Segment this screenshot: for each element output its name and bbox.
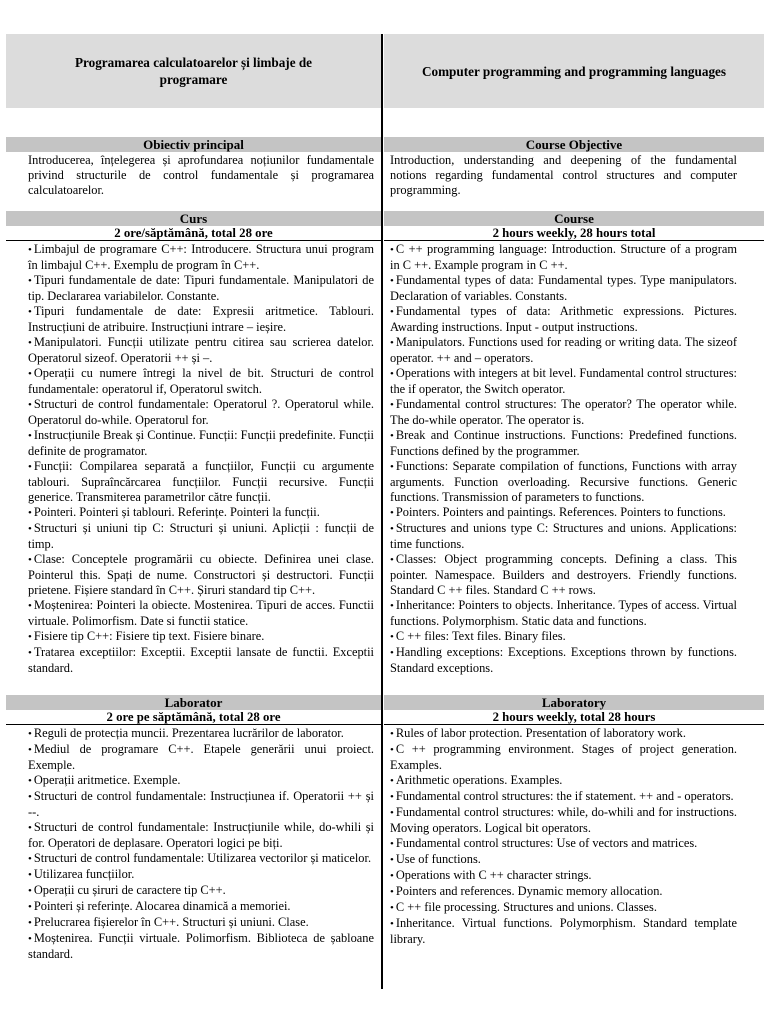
list-item: • Fundamental control structures: while, do-whili and for instructions. Moving operators. Logical bit operators.: [390, 805, 737, 836]
list-item: • Inheritance: Pointers to objects. Inheritance. Types of access. Virtual functions. Polymorphism. Static data and functions.: [390, 598, 737, 629]
title-en-text: Computer programming and programming languages: [421, 63, 727, 79]
list-item: • Operations with C ++ character strings.: [390, 868, 737, 884]
list-item: • Structuri de control fundamentale: Instrucțiunea if. Operatorii ++ și --.: [28, 789, 374, 820]
list-item: • Operații aritmetice. Exemple.: [28, 773, 374, 789]
list-item: • Fundamental control structures: the if statement. ++ and - operators.: [390, 789, 737, 805]
list-item: • Moștenirea: Pointeri la obiecte. Mostenirea. Tipuri de acces. Functii virtuale. Polimorfism. Date si functii statice.: [28, 598, 374, 629]
list-item: • Structuri de control fundamentale: Instrucțiunile while, do-whili și for. Operatori de deplasare. Operatori logici pe biți.: [28, 820, 374, 851]
list-item: • Break and Continue instructions. Functions: Predefined functions. Functions defined by the programmer.: [390, 428, 737, 459]
list-item: • Fisiere tip C++: Fisiere tip text. Fisiere binare.: [28, 629, 374, 645]
list-item: • Tratarea exceptiilor: Exceptii. Exceptii lansate de functii. Exceptii standard.: [28, 645, 374, 676]
objective-heading-ro: Obiectiv principal: [6, 137, 381, 152]
list-item: • Pointeri. Pointeri și tablouri. Referințe. Pointeri la funcții.: [28, 505, 374, 521]
objective-text-ro: Introducerea, înțelegerea și aprofundarea noțiunilor fundamentale privind structurile de control fundamentale și programarea calculatoarelor.: [28, 153, 374, 197]
course-heading-en: Course: [384, 211, 764, 226]
list-item: • Tipuri fundamentale de date: Tipuri fundamentale. Manipulatori de tip. Declararea variabilelor. Constante.: [28, 273, 374, 304]
list-item: • Moștenirea. Funcții virtuale. Polimorfism. Biblioteca de șabloane standard.: [28, 931, 374, 962]
list-item: • Manipulators. Functions used for reading or writing data. The sizeof operator. ++ and – operators.: [390, 335, 737, 366]
lab-list-en: [390, 726, 737, 947]
list-item: • Structuri și uniuni tip C: Structuri și uniuni. Aplicții : funcții de timp.: [28, 521, 374, 552]
list-item: • Rules of labor protection. Presentation of laboratory work.: [390, 726, 737, 742]
objective-heading-en: Course Objective: [384, 137, 764, 152]
list-item: • Manipulatori. Funcții utilizate pentru citirea sau scrierea datelor. Operatorul sizeof. Operatorii ++ și –.: [28, 335, 374, 366]
list-item: • Classes: Object programming concepts. Defining a class. This pointer. Namespace. Builders and destroyers. Friendly functions. Standard C ++ files. Standard C ++ rows.: [390, 552, 737, 598]
list-item: • Structuri de control fundamentale: Utilizarea vectorilor și maticelor.: [28, 851, 374, 867]
list-item: • C ++ programming language: Introduction. Structure of a program in C ++. Example program in C ++.: [390, 242, 737, 273]
list-item: • Fundamental types of data: Arithmetic expressions. Pictures. Awarding instructions. Input - output instructions.: [390, 304, 737, 335]
list-item: • Operations with integers at bit level. Fundamental control structures: the if operator, the Switch operator.: [390, 366, 737, 397]
list-item: • Pointers. Pointers and paintings. References. Pointers to functions.: [390, 505, 737, 521]
course-list-ro: [28, 242, 374, 676]
list-item: • Pointers and references. Dynamic memory allocation.: [390, 884, 737, 900]
list-item: • Pointeri și referințe. Alocarea dinamică a memoriei.: [28, 899, 374, 915]
list-item: • Utilizarea funcțiilor.: [28, 867, 374, 883]
list-item: • Mediul de programare C++. Etapele generării unui proiect. Exemple.: [28, 742, 374, 773]
lab-list-ro: [28, 726, 374, 962]
list-item: • Functions: Separate compilation of functions, Functions with array arguments. Function overloading. Recursive functions. Generic functions. Transmission of parameters to functions.: [390, 459, 737, 505]
list-item: • Reguli de protecția muncii. Prezentarea lucrărilor de laborator.: [28, 726, 374, 742]
lab-heading-ro: Laborator: [6, 695, 381, 710]
list-item: • Fundamental types of data: Fundamental types. Type manipulators. Declaration of variables. Constants.: [390, 273, 737, 304]
column-divider: [381, 34, 383, 989]
list-item: • C ++ programming environment. Stages of project generation. Examples.: [390, 742, 737, 773]
title-ro-text: Programarea calculatoarelor și limbaje de programare: [74, 55, 313, 87]
course-heading-ro: Curs: [6, 211, 381, 226]
lab-hours-ro: 2 ore pe săptămână, total 28 ore: [6, 710, 381, 725]
list-item: • Arithmetic operations. Examples.: [390, 773, 737, 789]
list-item: • Tipuri fundamentale de date: Expresii aritmetice. Tablouri. Instrucțiuni de atribuire. Instrucțiuni intrare – ieșire.: [28, 304, 374, 335]
objective-text-en: Introduction, understanding and deepening of the fundamental notions regarding fundamental control structures and computer programming.: [390, 153, 737, 197]
list-item: • Prelucrarea fișierelor în C++. Structuri și uniuni. Clase.: [28, 915, 374, 931]
list-item: • Operații cu șiruri de caractere tip C++.: [28, 883, 374, 899]
title-ro: [6, 34, 381, 108]
list-item: • Inheritance. Virtual functions. Polymorphism. Standard template library.: [390, 916, 737, 947]
course-list-en: [390, 242, 737, 676]
list-item: • Clase: Conceptele programării cu obiecte. Definirea unei clase. Pointerul this. Spați de nume. Constructori și destructori. Funcții prietene. Fișiere standard în C++. Șiruri standard tip C++.: [28, 552, 374, 598]
course-hours-ro: 2 ore/săptămână, total 28 ore: [6, 226, 381, 241]
lab-hours-en: 2 hours weekly, total 28 hours: [384, 710, 764, 725]
course-hours-en: 2 hours weekly, 28 hours total: [384, 226, 764, 241]
list-item: • Instrucțiunile Break și Continue. Funcții: Funcții predefinite. Funcții definite de programator.: [28, 428, 374, 459]
list-item: • Structures and unions type C: Structures and unions. Applications: time functions.: [390, 521, 737, 552]
list-item: • Funcții: Compilarea separată a funcțiilor, Funcții cu argumente tablouri. Supraîncărcarea funcțiilor. Funcții recursive. Funcții generice. Transmiterea parametrilor către funcții.: [28, 459, 374, 505]
lab-heading-en: Laboratory: [384, 695, 764, 710]
list-item: • Structuri de control fundamentale: Operatorul ?. Operatorul while. Operatorul do-while. Operatorul for.: [28, 397, 374, 428]
list-item: • C ++ files: Text files. Binary files.: [390, 629, 737, 645]
list-item: • Operații cu numere întregi la nivel de bit. Structuri de control fundamentale: operatorul if, Operatorul switch.: [28, 366, 374, 397]
list-item: • Limbajul de programare C++: Introducere. Structura unui program în limbajul C++. Exemplu de program în C++.: [28, 242, 374, 273]
list-item: • C ++ file processing. Structures and unions. Classes.: [390, 900, 737, 916]
list-item: • Fundamental control structures: Use of vectors and matrices.: [390, 836, 737, 852]
list-item: • Handling exceptions: Exceptions. Exceptions thrown by functions. Standard exceptions.: [390, 645, 737, 676]
list-item: • Fundamental control structures: The operator? The operator while. The do-while operator. The operator is.: [390, 397, 737, 428]
list-item: • Use of functions.: [390, 852, 737, 868]
title-en: [384, 34, 764, 108]
